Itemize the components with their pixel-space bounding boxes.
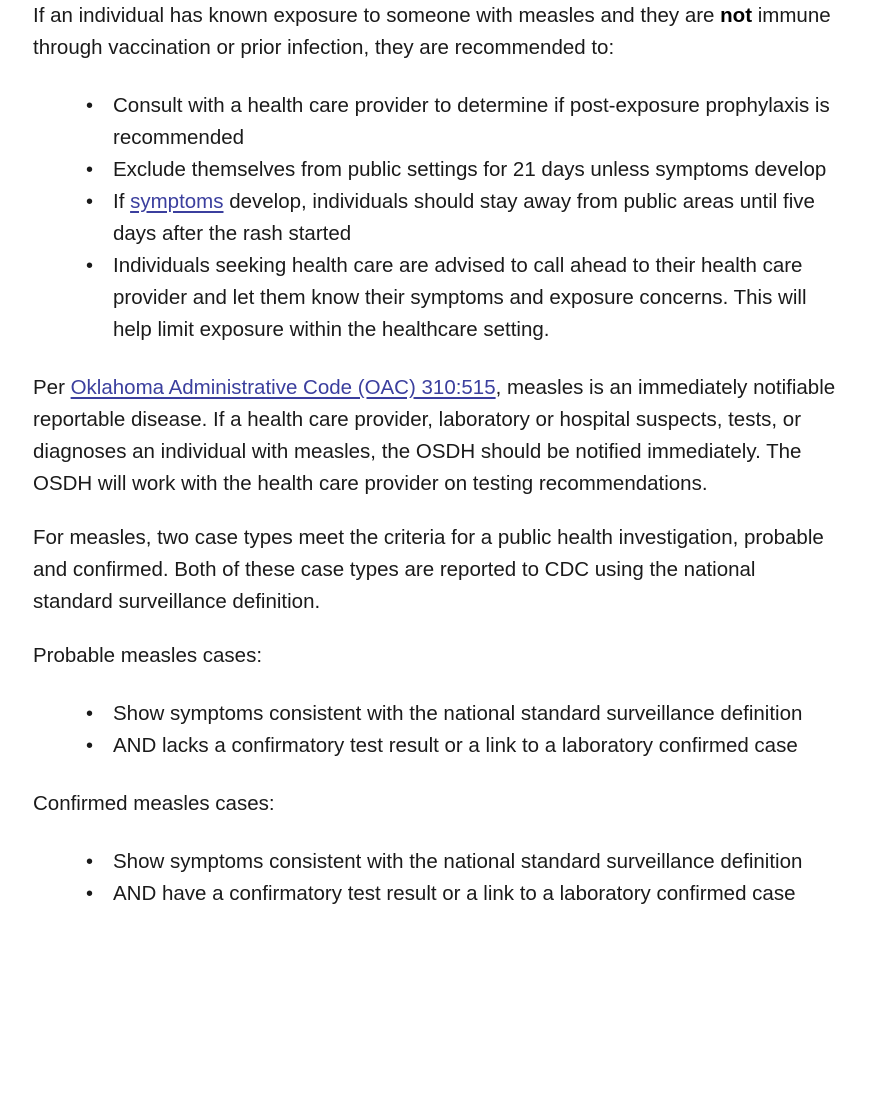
bullet-icon: • <box>86 851 94 873</box>
symptoms-link[interactable]: symptoms <box>130 190 224 213</box>
recommendations-list <box>33 90 840 346</box>
probable-list <box>33 698 840 762</box>
list-item-text: Show symptoms consistent with the national standard surveillance definition <box>113 702 803 725</box>
list-item-text-after: develop, individuals should stay away from public areas until five days after the rash started <box>113 190 815 245</box>
list-item-text-before: If <box>113 190 131 213</box>
bullet-icon: • <box>86 735 94 757</box>
list-item <box>86 846 840 878</box>
bullet-icon: • <box>86 703 94 725</box>
list-item <box>86 186 840 250</box>
list-item-text: Individuals seeking health care are advised to call ahead to their health care provider and let them know their symptoms and exposure concerns. This will help limit exposure within the healthcare setting. <box>113 254 807 341</box>
list-item <box>86 878 840 910</box>
list-item-text: Exclude themselves from public settings for 21 days unless symptoms develop <box>113 158 827 181</box>
bullet-icon: • <box>86 95 94 117</box>
bullet-icon: • <box>86 883 94 905</box>
bullet-icon: • <box>86 191 94 213</box>
bullet-icon: • <box>86 255 94 277</box>
oac-paragraph <box>33 372 840 500</box>
list-item <box>86 730 840 762</box>
oac-text-after: , measles is an immediately notifiable reportable disease. If a health care provider, laboratory or hospital suspects, tests, or diagnoses an individual with measles, the OSDH should be notified immediately. The OSDH will work with the health care provider on testing recommendations. <box>33 376 836 495</box>
list-item-text: Consult with a health care provider to determine if post-exposure prophylaxis is recommended <box>113 94 830 149</box>
intro-paragraph <box>33 0 840 64</box>
list-item-text: Show symptoms consistent with the national standard surveillance definition <box>113 850 803 873</box>
confirmed-list <box>33 846 840 910</box>
confirmed-heading: Confirmed measles cases: <box>33 792 275 815</box>
intro-emphasis: not <box>720 4 753 27</box>
list-item <box>86 154 840 186</box>
case-types-paragraph: For measles, two case types meet the criteria for a public health investigation, probable and confirmed. Both of these case types are reported to CDC using the national standard surveillance definition. <box>33 526 824 613</box>
list-item <box>86 250 840 346</box>
list-item-text: AND have a confirmatory test result or a link to a laboratory confirmed case <box>113 882 796 905</box>
list-item <box>86 698 840 730</box>
list-item <box>86 90 840 154</box>
bullet-icon: • <box>86 159 94 181</box>
list-item-text: AND lacks a confirmatory test result or a link to a laboratory confirmed case <box>113 734 798 757</box>
oac-link[interactable]: Oklahoma Administrative Code (OAC) 310:515 <box>70 376 496 399</box>
oac-text-before: Per <box>33 376 71 399</box>
probable-heading: Probable measles cases: <box>33 644 263 667</box>
intro-text-before: If an individual has known exposure to someone with measles and they are <box>33 4 721 27</box>
intro-text-after: immune through vaccination or prior infection, they are recommended to: <box>33 4 831 59</box>
